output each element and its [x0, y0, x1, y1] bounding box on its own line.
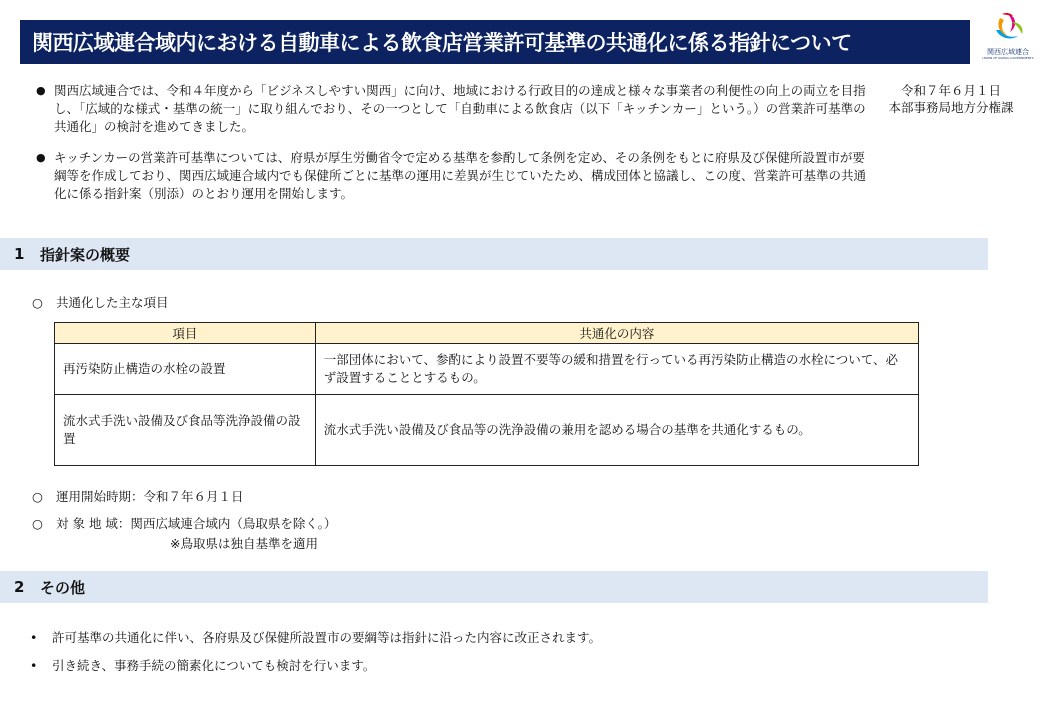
logo-text: 関西広域連合 [987, 48, 1029, 56]
section-header-other [0, 571, 988, 603]
section-number: 2 [14, 578, 25, 596]
table-cell-item: 流水式手洗い設備及び食品等洗浄設備の設置 [55, 395, 316, 466]
table-header-content: 共通化の内容 [315, 323, 918, 344]
target-region-item [32, 514, 336, 532]
table-cell-content: 流水式手洗い設備及び食品等の洗浄設備の兼用を認める場合の基準を共通化するもの。 [315, 395, 918, 466]
bullet-dot: ● [36, 84, 46, 97]
intro-paragraph [36, 149, 866, 203]
list-item [30, 656, 375, 674]
issue-date: 令和７年６月１日 [900, 83, 1001, 98]
items-heading [32, 293, 169, 311]
start-date-item [32, 487, 244, 505]
circle-bullet: ○ [32, 516, 43, 531]
section-title: 指針案の概要 [40, 245, 131, 264]
intro-paragraph [36, 82, 866, 136]
section-header-overview [0, 238, 988, 270]
table-header-item: 項目 [55, 323, 316, 344]
kansai-union-logo [978, 8, 1038, 60]
list-item [30, 628, 601, 646]
page-title-bar [20, 20, 970, 64]
bullet-dot: • [30, 630, 38, 645]
logo-subtext: UNION OF KANSAI GOVERNMENTS [982, 56, 1034, 60]
target-region-text: 対 象 地 域：関西広域連合域内（鳥取県を除く。） [56, 516, 337, 531]
table-row [55, 344, 919, 395]
region-note: ※鳥取県は独自基準を適用 [170, 536, 318, 551]
common-items-table [54, 322, 919, 466]
table-cell-content: 一部団体において、参酌により設置不要等の緩和措置を行っている再汚染防止構造の水栓について、必ず設置することとするもの。 [315, 344, 918, 395]
items-heading-text: 共通化した主な項目 [56, 295, 169, 310]
table-cell-item: 再汚染防止構造の水栓の設置 [55, 344, 316, 395]
bullet-dot: • [30, 658, 38, 673]
list-item-text: 許可基準の共通化に伴い、各府県及び保健所設置市の要綱等は指針に沿った内容に改正されます。 [52, 630, 602, 645]
section-title: その他 [40, 578, 86, 597]
bullet-dot: ● [36, 151, 46, 164]
page-title: 関西広域連合域内における自動車による飲食店営業許可基準の共通化に係る指針について [32, 31, 852, 55]
table-row [55, 395, 919, 466]
intro-text: 関西広域連合では、令和４年度から「ビジネスしやすい関西」に向け、地域における行政目的の達成と様々な事業者の利便性の向上の両立を目指し、「広域的な様式・基準の統一」に取り組んでおり、その一つとして「自動車による飲食店（以下「キッチンカー」という。）の営業許可基準の共通化」の検討を進めてきました。 [54, 83, 866, 134]
department-name: 本部事務局地方分権課 [888, 100, 1014, 115]
logo-mark-icon [978, 8, 1038, 48]
circle-bullet: ○ [32, 295, 43, 310]
circle-bullet: ○ [32, 489, 43, 504]
list-item-text: 引き続き、事務手続の簡素化についても検討を行います。 [52, 658, 376, 673]
start-date-text: 運用開始時期：令和７年６月１日 [56, 489, 244, 504]
section-number: 1 [14, 245, 25, 263]
intro-text: キッチンカーの営業許可基準については、府県が厚生労働省令で定める基準を参酌して条例を定め、その条例をもとに府県及び保健所設置市が要綱等を作成しており、関西広域連合域内でも保健所ごとに基準の運用に差異が生じていたため、構成団体と協議し、この度、営業許可基準の共通化に係る指針案（別添）のとおり運用を開始します。 [54, 150, 867, 201]
date-block [872, 82, 1030, 116]
